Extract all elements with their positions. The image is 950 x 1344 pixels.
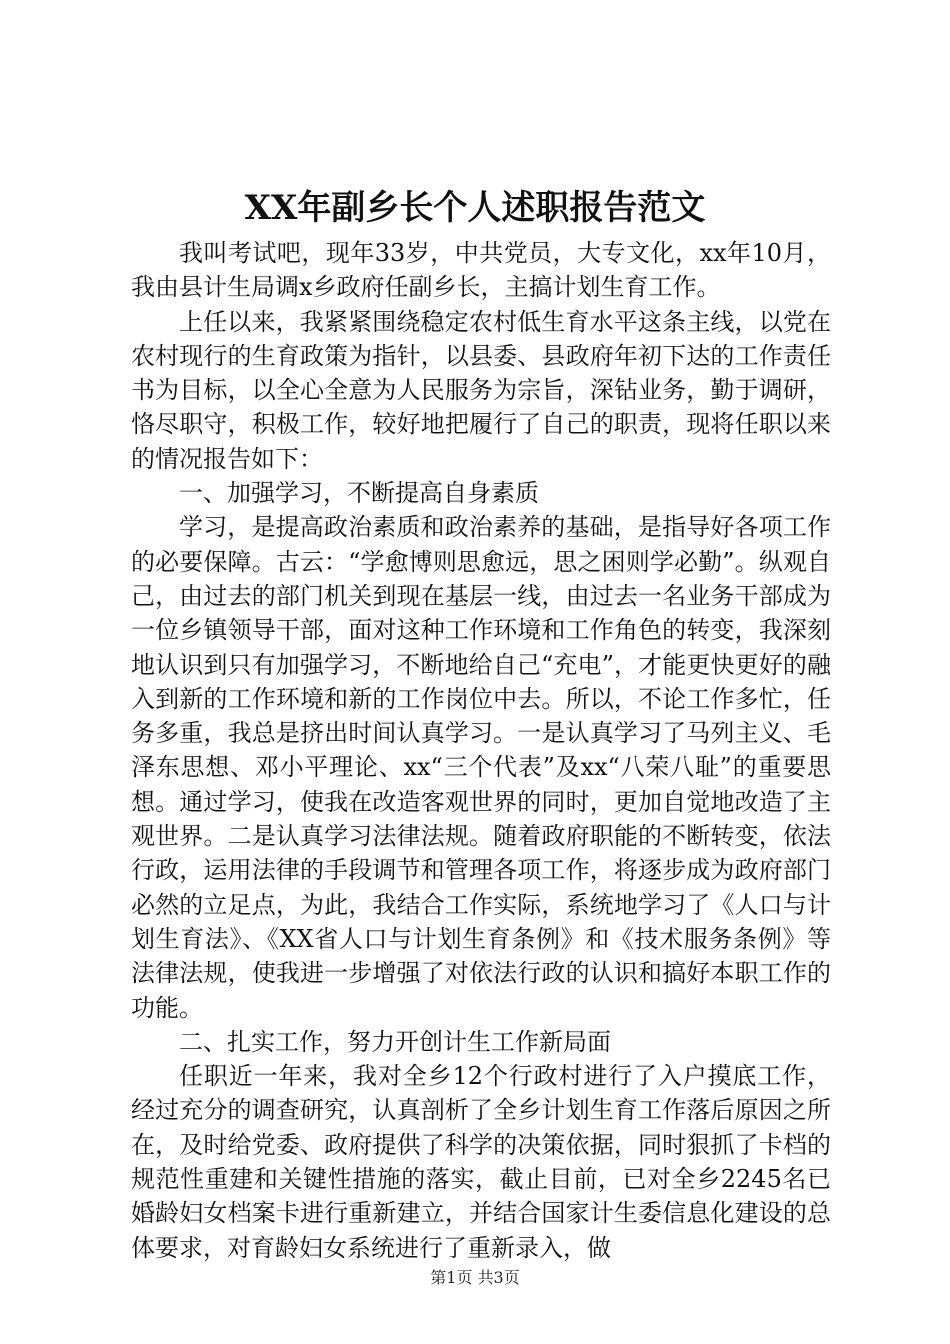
section-heading-1: 一、加强学习，不断提高自身素质 — [179, 479, 539, 508]
paragraph-overview: 上任以来，我紧紧围绕稳定农村低生育水平这条主线，以党在农村现行的生育政策为指针，以县委、县政府年初下达的工作责任书为目标，以全心全意为人民服务为宗旨，深钻业务，勤于调研，恪尽职守，积极工作，较好地把履行了自己的职责，现将任职以来的情况报告如下： — [131, 307, 831, 473]
page-number-footer: 第1页 共3页 — [430, 1268, 520, 1287]
section-heading-2: 二、扎实工作，努力开创计生工作新局面 — [179, 1027, 611, 1056]
paragraph-intro: 我叫考试吧，现年33岁，中共党员，大专文化，xx年10月，我由县计生局调x乡政府任副乡长，主搞计划生育工作。 — [131, 239, 831, 302]
document-body — [131, 236, 831, 1265]
paragraph-study: 学习，是提高政治素质和政治素养的基础，是指导好各项工作的必要保障。古云：“学愈博则思愈远，思之困则学必勤”。纵观自己，由过去的部门机关到现在基层一线，由过去一名业务干部成为一位乡镇领导干部，面对这种工作环境和工作角色的转变，我深刻地认识到只有加强学习，不断地给自己“充电”，才能更快更好的融入到新的工作环境和新的工作岗位中去。所以，不论工作多忙，任务多重，我总是挤出时间认真学习。一是认真学习了马列主义、毛泽东思想、邓小平理论、xx“三个代表”及xx“八荣八耻”的重要思想。通过学习，使我在改造客观世界的同时，更加自觉地改造了主观世界。二是认真学习法律法规。随着政府职能的不断转变，依法行政，运用法律的手段调节和管理各项工作，将逐步成为政府部门必然的立足点，为此，我结合工作实际，系统地学习了《人口与计划生育法》、《XX省人口与计划生育条例》和《技术服务条例》等法律法规，使我进一步增强了对依法行政的认识和搞好本职工作的功能。 — [131, 513, 831, 1022]
document-title: XX年副乡长个人述职报告范文 — [244, 188, 706, 228]
paragraph-work: 任职近一年来，我对全乡12个行政村进行了入户摸底工作，经过充分的调查研究，认真剖析了全乡计划生育工作落后原因之所在，及时给党委、政府提供了科学的决策依据，同时狠抓了卡档的规范性重建和关键性措施的落实，截止目前，已对全乡2245名已婚龄妇女档案卡进行重新建立，并结合国家计生委信息化建设的总体要求，对育龄妇女系统进行了重新录入，做 — [131, 1062, 831, 1262]
